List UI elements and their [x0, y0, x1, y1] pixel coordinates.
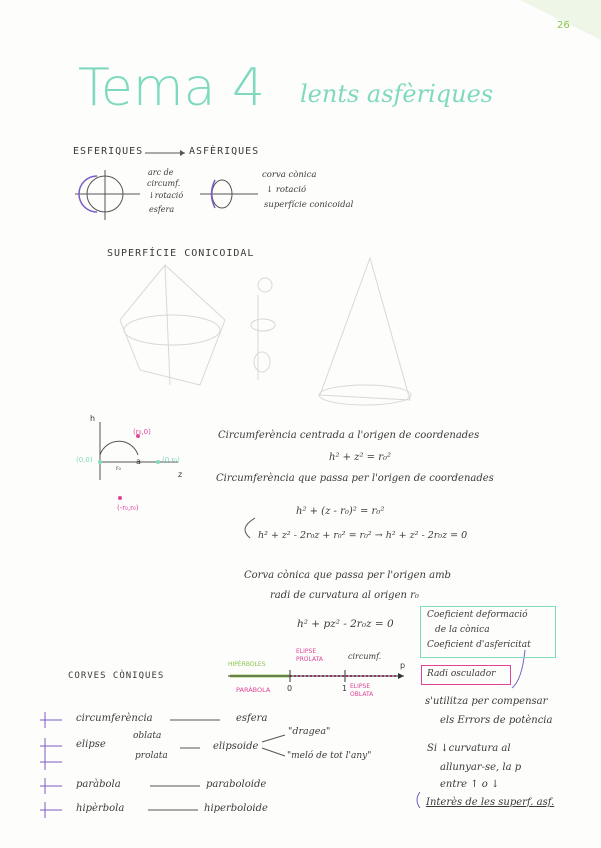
sphere-sketch: [75, 170, 140, 220]
asphere-note-2: ↓ rotació: [266, 185, 307, 195]
sphere-note-3: ↓rotació: [148, 191, 184, 200]
page-number: 26: [557, 20, 570, 31]
circle-origin-text: Circumferència centrada a l'origen de coordenades: [218, 430, 480, 441]
label-elipse-oblata: ELIPSE OBLATA: [350, 683, 374, 698]
axis-z-label: z: [178, 470, 183, 479]
row-elipse: elipse: [76, 739, 106, 750]
label-one: 1: [342, 684, 348, 693]
point-bottom: (-r₀,r₀): [117, 504, 139, 512]
header-asferiques: ASFÈRIQUES: [189, 146, 260, 157]
row-esfera: esfera: [236, 713, 268, 724]
sphere-note-2: circumf.: [147, 179, 181, 188]
header-esferiques: ESFERIQUES: [73, 146, 144, 157]
osculating-radius-box: [421, 665, 511, 685]
circle-through-origin-text: Circumferència que passa per l'origen de coordenades: [216, 473, 494, 484]
label-p: p: [400, 661, 406, 670]
point-right: (0,r₀): [162, 456, 180, 464]
quote-dragea: "dragea": [288, 726, 331, 737]
label-elipse-prolata: ELIPSE PROLATA: [296, 648, 323, 663]
note-bracket: [417, 792, 420, 808]
quote-melo: "meló de tot l'any": [287, 751, 372, 761]
row-elipsoide: elipsoide: [213, 741, 259, 752]
note-4: allunyar-se, la p: [440, 762, 522, 773]
row-parabola: paràbola: [76, 779, 121, 790]
equation-4: h² + pz² - 2r₀z = 0: [297, 618, 394, 630]
conic-text-2: radi de curvatura al origen r₀: [270, 590, 419, 601]
cone-sketches: [120, 258, 411, 405]
note-6: Interès de les superf. asf.: [426, 797, 555, 808]
equation-1: h² + z² = r₀²: [329, 452, 391, 463]
header-conicoidal: SUPERFÍCIE CONICOIDAL: [107, 248, 255, 259]
row-arrows: [148, 720, 285, 810]
conic-axis: [228, 670, 404, 682]
row-prolata: prolata: [135, 751, 168, 761]
conic-text-1: Corva cònica que passa per l'origen amb: [244, 570, 451, 581]
coefficient-line-3: Coeficient d'asfericitat: [427, 640, 531, 650]
row-circumferencia: circumferència: [76, 713, 153, 724]
label-zero: 0: [287, 684, 293, 693]
asphere-note-1: corva cònica: [262, 170, 317, 180]
coefficient-line-2: de la cònica: [435, 625, 490, 635]
coefficient-box: [420, 606, 556, 658]
row-paraboloide: paraboloide: [206, 779, 267, 790]
header-conic-curves: CORVES CÒNIQUES: [68, 671, 165, 681]
label-circumf: circumf.: [348, 652, 382, 661]
point-center: a: [136, 457, 141, 466]
label-hiperboles: HIPÈRBOLES: [228, 661, 266, 668]
sphere-note-1: arc de: [148, 168, 174, 177]
equation-3: h² + z² - 2r₀z + r₀² = r₀² → h² + z² - 2r₀z = 0: [258, 530, 468, 541]
lens-icons: [40, 712, 62, 818]
page-subtitle: lents asfèriques: [300, 80, 494, 108]
point-left: (0,0): [76, 456, 93, 464]
radius-label: r₀: [116, 465, 121, 472]
axis-h-label: h: [90, 414, 96, 423]
page-title: Tema 4: [78, 58, 266, 118]
osculating-radius-label: Radi osculador: [427, 669, 496, 679]
row-hiperbola: hipèrbola: [76, 803, 125, 814]
header-arrowhead: [180, 150, 185, 156]
asphere-note-3: superfície conicoidal: [264, 200, 354, 210]
equation-2: h² + (z - r₀)² = r₀²: [296, 506, 385, 517]
row-oblata: oblata: [133, 731, 162, 741]
row-hiperboloide: hiperboloide: [204, 803, 268, 814]
derivation-arrow: [245, 518, 255, 538]
note-5: entre ↑ o ↓: [440, 779, 500, 790]
coefficient-line-1: Coeficient deformació: [427, 610, 528, 620]
sphere-note-4: esfera: [149, 205, 175, 214]
asphere-sketch: [200, 180, 258, 208]
note-1: s'utilitza per compensar: [425, 696, 548, 707]
note-2: els Errors de potència: [440, 715, 553, 726]
label-parabola: PARÀBOLA: [236, 686, 271, 694]
note-3: Si ↓curvatura al: [427, 743, 511, 754]
point-top: (r₀,0): [133, 428, 151, 436]
